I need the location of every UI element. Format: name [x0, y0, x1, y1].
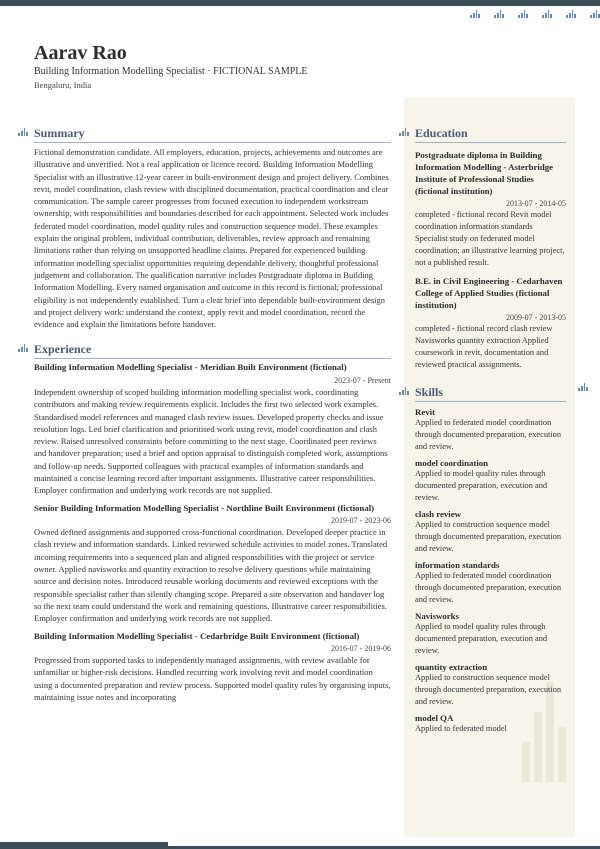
experience-role: Building Information Modelling Specialist - Cedarbridge Built Environment (fictional)	[34, 630, 360, 641]
education-entry	[415, 149, 566, 269]
education-title: Education	[415, 126, 468, 140]
bar-chart-icon	[399, 387, 409, 395]
education-degree: Postgraduate diploma in Building Information Modelling - Asterbridge Institute of Professional Studies (fictional institution)	[415, 150, 554, 196]
main-column	[34, 126, 391, 703]
bar-chart-icon	[566, 10, 576, 18]
skill-item	[415, 509, 566, 555]
skills-title: Skills	[415, 385, 444, 399]
bar-chart-icon	[399, 128, 409, 136]
experience-entry	[34, 362, 391, 496]
experience-title: Experience	[34, 342, 92, 357]
experience-role: Building Information Modelling Specialist - Meridian Built Environment (fictional)	[34, 362, 347, 373]
candidate-title: Building Information Modelling Specialist · FICTIONAL SAMPLE	[34, 66, 308, 77]
bar-chart-icon	[542, 10, 552, 18]
bar-chart-icon	[518, 10, 528, 18]
skill-text: Applied to federated model	[415, 724, 507, 733]
experience-role: Senior Building Information Modelling Specialist - Northline Built Environment (fictional)	[34, 502, 375, 513]
experience-dates: 2016-07 - 2019-06	[331, 644, 391, 653]
top-bar	[0, 0, 600, 6]
skill-item	[415, 458, 566, 504]
education-degree: B.E. in Civil Engineering - Cedarhaven College of Applied Studies (fictional institution)	[415, 276, 563, 310]
top-decoration	[470, 10, 600, 18]
skill-name: information standards	[415, 560, 500, 570]
bottom-accent-bar	[0, 842, 168, 849]
sidebar	[404, 97, 575, 837]
skill-name: Revit	[415, 407, 436, 417]
experience-entry	[34, 631, 391, 704]
skill-item	[415, 560, 566, 606]
summary-heading	[34, 126, 391, 143]
skill-text: Applied to model quality rules through documented preparation, execution and review.	[415, 469, 548, 502]
skill-item	[415, 611, 566, 657]
skill-text: Applied to federated model coordination through documented preparation, execution and review.	[415, 418, 562, 451]
skill-name: Navisworks	[415, 611, 459, 621]
skill-text: Applied to model quality rules through documented preparation, execution and review.	[415, 622, 548, 655]
sidebar-content	[415, 126, 566, 735]
bar-chart-icon	[578, 383, 588, 391]
skill-name: model coordination	[415, 458, 489, 468]
bar-chart-icon	[590, 10, 600, 18]
summary-title: Summary	[34, 126, 85, 140]
experience-text: Owned defined assignments and supported cross-functional coordination. Developed deeper practice in clash review and information standards. Linked reviewed schedule activities to model zones. Translated incoming requirements into a sequenced plan and aligned responsibilities with the project or service owner. Applied navisworks and quantity extraction to resolve delivery questions while maintaining source and decision notes. Introduced reusable working documents and reviewed exceptions with the responsible specialist rather than silently changing scope. Prepared a site observation and handover log so the next team could understand the work and remaining questions. Illustrative career responsibilities. Employer confirmation and underlying work records are not supplied.	[34, 527, 388, 624]
skill-item	[415, 713, 566, 735]
education-entry	[415, 275, 566, 371]
experience-dates: 2023-07 - Present	[334, 375, 391, 385]
skill-item	[415, 662, 566, 708]
education-text: completed - fictional record clash review Navisworks quantity extraction Applied coursework in revit, documentation and reviewed practical assignments.	[415, 324, 553, 369]
experience-heading	[34, 342, 391, 359]
bar-chart-icon	[470, 10, 480, 18]
skill-item	[415, 407, 566, 453]
education-heading	[415, 126, 566, 143]
experience-text: Progressed from supported tasks to independently managed assignments, with review available for unfamiliar or higher-risk decisions. Handled recurring work involving revit and model coordination using a documented preparation and review process. Supported model quality rules by organising inputs, maintaining issue notes and incorporating	[34, 655, 391, 702]
education-text: completed - fictional record Revit model coordination information standards Specialist study on federated model coordination; an illustrative learning project, not a published result.	[415, 210, 565, 267]
education-dates: 2013-07 - 2014-05	[506, 199, 566, 208]
experience-dates: 2019-07 - 2023-06	[331, 516, 391, 526]
skill-text: Applied to construction sequence model through documented preparation, execution and review.	[415, 673, 562, 706]
bar-chart-icon	[18, 344, 28, 352]
candidate-name: Aarav Rao	[34, 42, 127, 64]
bar-chart-icon	[18, 128, 28, 136]
experience-entry	[34, 503, 391, 625]
skill-name: clash review	[415, 509, 462, 519]
skills-heading	[415, 385, 566, 402]
skill-text: Applied to federated model coordination through documented preparation, execution and review.	[415, 571, 562, 604]
summary-text: Fictional demonstration candidate. All employers, education, projects, achievements and outcomes are illustrative and unverified. Not a real application or licence record. Building Information Modelling Specialist with an illustrative 12-year career in built-environment design and project delivery. Combines revit, model coordination, clash review with disciplined documentation, practical coordination and clear communication. The sample career progresses from focused execution to independent workstream ownership, with responsibilities and boundaries described for each appointment. Selected work includes federated model coordination, model quality rules and construction sequence model. These examples explain the original problem, individual contribution, deliverables, review approach and remaining limitations rather than relying on unsupported headline claims. Prepared for experienced building information modelling specialist opportunities requiring dependable delivery, thoughtful professional judgement and collaboration. The qualification narrative includes Postgraduate diploma in Building Information Modelling. Every named organisation and outcome in this record is fictional; professional eligibility is not independently established. Turn a clear brief into dependable built-environment design and project delivery work: understand the context, apply revit and model coordination, record the evidence and explain the limitations before handover.	[34, 147, 389, 330]
candidate-location: Bengaluru, India	[34, 80, 92, 90]
skill-name: model QA	[415, 713, 454, 723]
education-dates: 2009-07 - 2013-05	[506, 313, 566, 322]
skill-text: Applied to construction sequence model through documented preparation, execution and review.	[415, 520, 562, 553]
skill-name: quantity extraction	[415, 662, 488, 672]
bar-chart-icon	[494, 10, 504, 18]
experience-text: Independent ownership of scoped building information modelling specialist work, coordinating contributors and making review requirements explicit. Includes the first two selected work examples. Standardised model references and managed clash review issues. Developed property checks and issue resolution logs. Led brief clarification and prioritised work using revit, model coordination and clash review. Raised unresolved constraints before committing to the next stage. Coordinated peer reviews and handover preparation; used a brief and option appraisal to distinguish completed work, assumptions and follow-up needs. Supported colleagues with practical examples of information standards and maintained a concise learning record after important assignments. Illustrative career responsibilities. Employer confirmation and underlying work records are not supplied.	[34, 386, 388, 496]
resume-header	[34, 42, 308, 90]
